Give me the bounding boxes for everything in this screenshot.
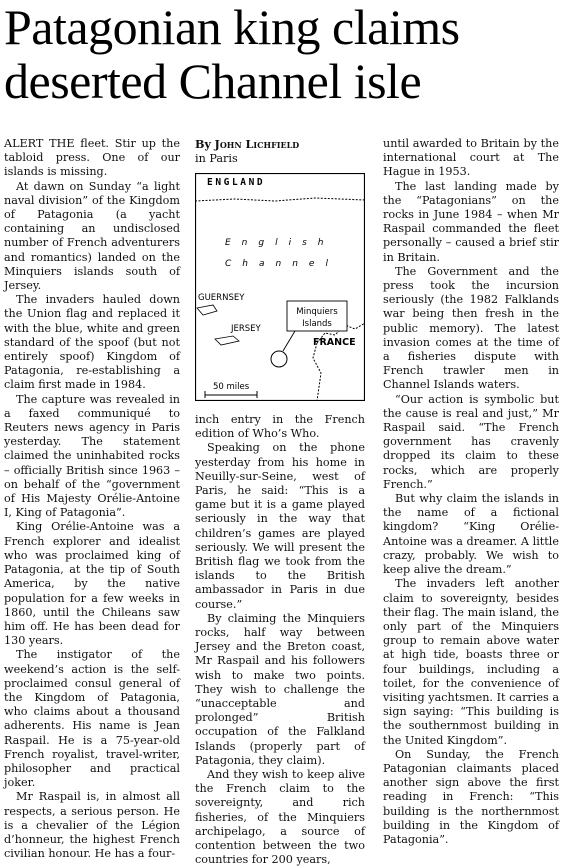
map-label-guernsey: GUERNSEY [198,293,245,303]
byline [195,137,365,167]
paragraph: The invaders hauled down the Union flag and replaced it with the blue, white and green standard of the spoof (but not entirely spoof) Kingdom of Patagonia, re-establishing a claim first made in 1984. [4,293,180,392]
byline-author: John Lichfield [214,137,300,151]
map-label-minquiers-1: Minquiers [296,307,338,317]
map-label-jersey: JERSEY [231,324,261,334]
byline-prefix: By [195,137,211,151]
paragraph: But why claim the islands in the name of a fictional kingdom? “King Orélie-Antoine was a dreamer. A little crazy, probably. We wish to keep alive the dream.” [383,492,559,577]
paragraph: The invaders left another claim to sovereignty, besides their flag. The main island, the only part of the Minquiers group to remain above water at high tide, boasts three or four buildings, including a toilet, for the convenience of visiting yachtsmen. It carries a sign saying: “This building is the southernmost building in the United Kingdom”. [383,577,559,747]
map-scale-label: 50 miles [213,382,250,392]
article-column-2 [195,413,365,868]
paragraph: On Sunday, the French Patagonian claimants placed another sign above the first reading in French: “This building is the northernmost building in the Kingdom of Patagonia”. [383,747,559,846]
paragraph: And they wish to keep alive the French claim to the sovereignty, and rich fisheries, of the Minquiers archipelago, a source of contention between the two countries for 200 years, [195,768,365,867]
article-column-3 [383,137,559,847]
paragraph: The capture was revealed in a faxed communiqué to Reuters news agency in Paris yesterday. The statement claimed the uninhabited rocks – officially British since 1963 – on behalf of the “government of His Majesty Orélie-Antoine I, King of Patagonia”. [4,392,180,520]
map-label-france: FRANCE [313,337,356,348]
article-column-1 [4,137,180,861]
paragraph-text: inch entry in the French edition of Who’s Who. [195,413,365,441]
paragraph [195,413,365,441]
paragraph: The Government and the press took the incursion seriously (the 1982 Falklands war being then fresh in the public memory). The latest invasion comes at the time of a fisheries dispute with French trawler men in Channel Islands waters. [383,264,559,392]
headline: Patagonian king claims deserted Channel isle [4,0,460,109]
paragraph: The instigator of the weekend’s action is the self-proclaimed consul general of the Kingdom of Patagonia, who claims about a thousand adherents. His name is Jean Raspail. He is a 75-year-old French royalist, travel-writer, philosopher and practical joker. [4,648,180,790]
paragraph: ALERT THE fleet. Stir up the tabloid press. One of our islands is missing. [4,137,180,179]
paragraph: Mr Raspail is, in almost all respects, a serious person. He is a chevalier of the Légion d’honneur, the highest French civilian honour. He has a four- [4,790,180,861]
paragraph: Speaking on the phone yesterday from his home in Neuilly-sur-Seine, west of Paris, he said: “This is a game but it is a game played seriously in the way that children’s games are played seriously. We will present the British flag we took from the islands to the British ambassador in Paris in due course.” [195,441,365,611]
paragraph: until awarded to Britain by the international court at The Hague in 1953. [383,137,559,179]
paragraph: King Orélie-Antoine was a French explorer and idealist who was proclaimed king of Patagonia, at the tip of South America, by the native population for a few weeks in 1860, until the Chileans saw him off. He has been dead for 130 years. [4,520,180,648]
paragraph: By claiming the Minquiers rocks, half way between Jersey and the Breton coast, Mr Raspail and his followers wish to make two points. They wish to challenge the “unacceptable and prolonged” British occupation of the Falkland Islands (properly part of Patagonia, they claim). [195,611,365,767]
map-label-channel-1: English [225,238,335,248]
minquiers-map [195,173,365,401]
byline-location: in Paris [195,152,238,166]
paragraph: The last landing made by the “Patagonians” on the rocks in June 1984 – when Mr Raspail commanded the fleet personally – caused a brief stir in Britain. [383,179,559,264]
paragraph: At dawn on Sunday “a light naval division” of the Kingdom of Patagonia (a yacht containing an undisclosed number of French adventurers and romantics) landed on the Minquiers islands south of Jersey. [4,179,180,293]
map-label-channel-2: Channel [225,259,339,269]
map-label-minquiers-2: Islands [302,319,332,329]
paragraph: “Our action is symbolic but the cause is real and just,” Mr Raspail said. “The French government has cravenly dropped its claim to these rocks, which are properly French.” [383,392,559,491]
map-graphic [195,173,365,401]
map-label-england: ENGLAND [207,177,266,188]
